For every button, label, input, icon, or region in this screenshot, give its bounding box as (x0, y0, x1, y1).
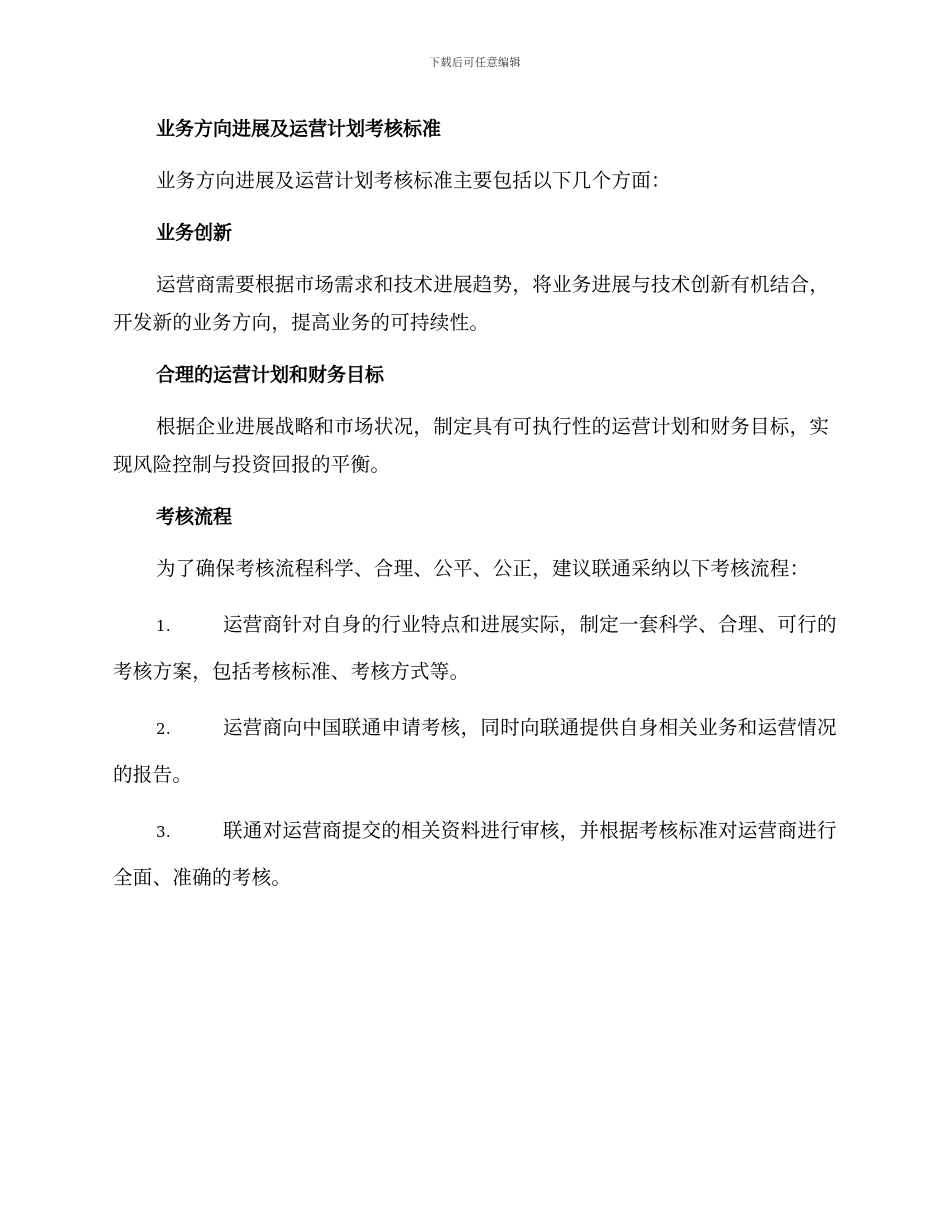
section-heading-innovation: 业务创新 (156, 222, 233, 244)
document-title: 业务方向进展及运营计划考核标准 (156, 118, 442, 140)
list-number: 2. (156, 720, 171, 738)
section-body-innovation: 运营商需要根据市场需求和技术进展趋势，将业务进展与技术创新有机结合，开发新的业务方向，提高业务的可持续性。 (113, 273, 830, 334)
document-content (113, 110, 837, 911)
intro-paragraph: 业务方向进展及运营计划考核标准主要包括以下几个方面： (156, 169, 671, 192)
list-number: 3. (156, 823, 171, 841)
list-item (113, 808, 837, 901)
section-heading-plan: 合理的运营计划和财务目标 (156, 364, 385, 386)
list-text: 运营商向中国联通申请考核，同时向联通提供自身相关业务和运营情况的报告。 (113, 716, 837, 786)
section-body-plan: 根据企业进展战略和市场状况，制定具有可执行性的运营计划和财务目标，实现风险控制与投资回报的平衡。 (113, 415, 830, 476)
list-text: 运营商针对自身的行业特点和进展实际，制定一套科学、合理、可行的考核方案，包括考核标准、考核方式等。 (113, 613, 837, 683)
list-number: 1. (156, 617, 171, 635)
list-item (113, 705, 837, 798)
section-body-process: 为了确保考核流程科学、合理、公平、公正，建议联通采纳以下考核流程： (156, 557, 810, 580)
section-heading-process: 考核流程 (156, 506, 233, 528)
header-note: 下载后可任意编辑 (429, 56, 521, 69)
list-text: 联通对运营商提交的相关资料进行审核，并根据考核标准对运营商进行全面、准确的考核。 (113, 819, 837, 889)
list-item (113, 602, 837, 695)
